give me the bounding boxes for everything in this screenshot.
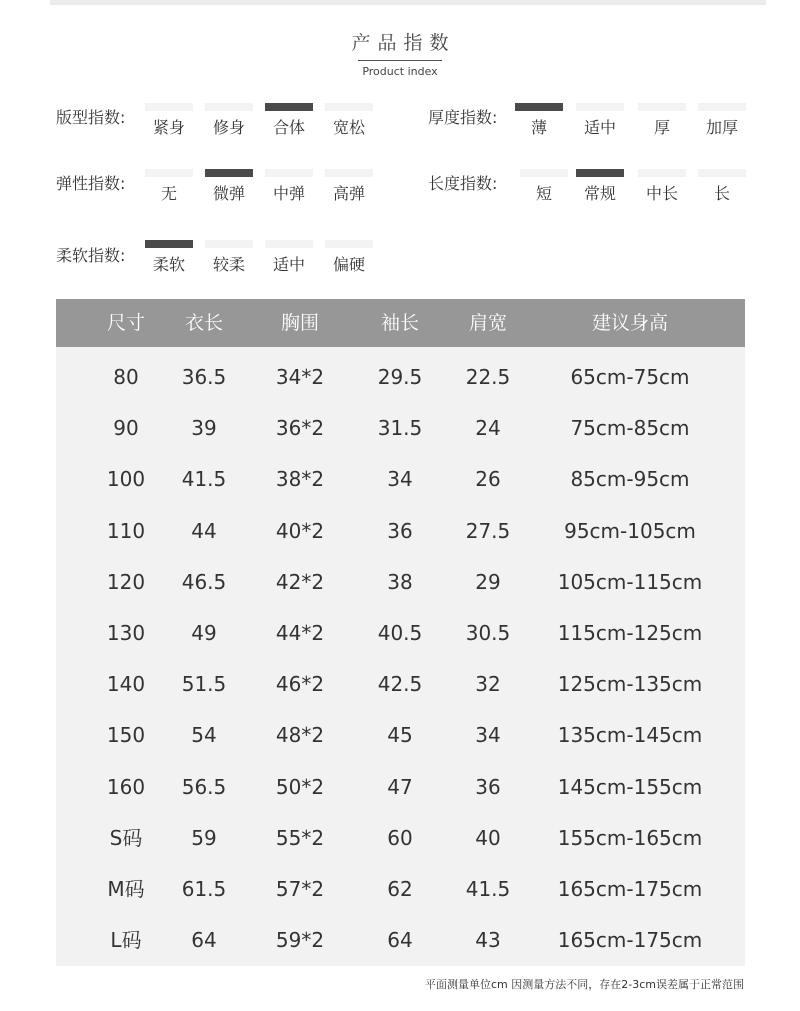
- cell-size: 150: [106, 723, 146, 748]
- cell-length: 39: [191, 416, 217, 441]
- table-row: [56, 762, 745, 813]
- cell-length: 56.5: [181, 774, 227, 799]
- cell-height: 95cm-105cm: [564, 518, 696, 543]
- cell-sleeve: 34: [387, 467, 413, 492]
- cell-chest: 36*2: [275, 416, 325, 441]
- cell-length: 36.5: [181, 365, 227, 389]
- softness-index-label: 柔软指数:: [56, 246, 126, 265]
- softness-option-1: 柔软: [145, 240, 193, 278]
- fit-option-2: 修身: [205, 103, 253, 141]
- elasticity-option-2: 微弹: [205, 169, 253, 207]
- cell-size: 100: [106, 467, 146, 492]
- elasticity-option-3: 中弹: [265, 169, 313, 207]
- cell-length: 49: [191, 621, 217, 645]
- fit-index-label: 版型指数:: [56, 108, 126, 127]
- cell-sleeve: 45: [387, 723, 413, 748]
- header-length: 衣长: [184, 312, 223, 334]
- cell-shoulder: 27.5: [465, 518, 511, 543]
- cell-length: 54: [191, 723, 217, 748]
- thickness-option-3: 厚: [638, 103, 686, 141]
- cell-shoulder: 30.5: [465, 621, 511, 645]
- header-height: 建议身高: [591, 312, 668, 334]
- cell-chest: 42*2: [275, 569, 325, 594]
- size-table: [56, 299, 745, 966]
- cell-sleeve: 38: [387, 569, 413, 594]
- table-row: [56, 454, 745, 505]
- cell-chest: 57*2: [275, 877, 325, 901]
- length-option-4: 长: [698, 169, 746, 207]
- section-heading: [0, 28, 800, 78]
- cell-sleeve: 64: [387, 928, 413, 953]
- cell-sleeve: 29.5: [377, 365, 423, 389]
- thickness-option-1: 薄: [515, 103, 563, 141]
- cell-chest: 34*2: [275, 365, 325, 389]
- cell-height: 165cm-175cm: [557, 928, 703, 953]
- cell-shoulder: 24: [475, 416, 501, 441]
- cell-chest: 38*2: [275, 467, 325, 492]
- cell-height: 75cm-85cm: [570, 416, 690, 441]
- table-row: [56, 506, 745, 557]
- length-index-label: 长度指数:: [428, 174, 498, 193]
- cell-chest: 59*2: [275, 928, 325, 953]
- length-option-3: 中长: [638, 169, 686, 207]
- cell-height: 85cm-95cm: [570, 467, 690, 492]
- thickness-option-2: 适中: [576, 103, 624, 141]
- cell-sleeve: 62: [387, 877, 413, 901]
- cell-chest: 55*2: [275, 825, 325, 850]
- cell-shoulder: 36: [475, 774, 501, 799]
- header-size: 尺寸: [106, 312, 145, 334]
- table-row: [56, 915, 745, 966]
- cell-chest: 44*2: [275, 621, 325, 645]
- elasticity-index-label: 弹性指数:: [56, 174, 126, 193]
- elasticity-option-1: 无: [145, 169, 193, 207]
- cell-chest: 46*2: [275, 672, 325, 697]
- top-divider: [50, 0, 766, 5]
- cell-sleeve: 42.5: [377, 672, 423, 697]
- cell-height: 115cm-125cm: [557, 621, 703, 645]
- cell-length: 61.5: [181, 877, 227, 901]
- table-row: [56, 710, 745, 761]
- cell-sleeve: 60: [387, 825, 413, 850]
- cell-size: 80: [113, 365, 139, 389]
- fit-option-3: 合体: [265, 103, 313, 141]
- section-title: 产品指数: [351, 32, 456, 54]
- cell-chest: 50*2: [275, 774, 325, 799]
- cell-length: 44: [191, 518, 217, 543]
- table-header: [56, 299, 745, 347]
- cell-height: 135cm-145cm: [557, 723, 703, 748]
- cell-shoulder: 22.5: [465, 365, 511, 389]
- cell-height: 145cm-155cm: [557, 774, 703, 799]
- cell-length: 41.5: [181, 467, 227, 492]
- table-row: [56, 557, 745, 608]
- thickness-option-4: 加厚: [698, 103, 746, 141]
- header-shoulder: 肩宽: [468, 312, 507, 334]
- section-subtitle: Product index: [362, 65, 438, 78]
- cell-sleeve: 36: [387, 518, 413, 543]
- cell-shoulder: 43: [475, 928, 501, 953]
- title-underline: [358, 60, 442, 61]
- thickness-index-label: 厚度指数:: [428, 108, 498, 127]
- table-row: [56, 352, 745, 403]
- cell-height: 155cm-165cm: [557, 825, 703, 850]
- cell-shoulder: 26: [475, 467, 501, 492]
- measurement-note: 平面测量单位cm 因测量方法不同，存在2-3cm误差属于正常范围: [425, 978, 744, 991]
- cell-shoulder: 34: [475, 723, 501, 748]
- softness-option-3: 适中: [265, 240, 313, 278]
- length-option-1: 短: [520, 169, 568, 207]
- cell-size: 160: [106, 774, 146, 799]
- cell-shoulder: 29: [475, 569, 501, 594]
- cell-shoulder: 32: [475, 672, 501, 697]
- cell-size: 140: [106, 672, 146, 697]
- header-chest: 胸围: [280, 312, 319, 334]
- elasticity-option-4: 高弹: [325, 169, 373, 207]
- cell-height: 165cm-175cm: [557, 877, 703, 901]
- table-row: [56, 659, 745, 710]
- length-option-2: 常规: [576, 169, 624, 207]
- cell-size: S码: [109, 825, 143, 850]
- header-sleeve: 袖长: [380, 312, 419, 334]
- cell-size: M码: [107, 877, 145, 901]
- cell-length: 59: [191, 825, 217, 850]
- cell-shoulder: 40: [475, 825, 501, 850]
- cell-height: 125cm-135cm: [557, 672, 703, 697]
- cell-length: 64: [191, 928, 217, 953]
- table-row: [56, 864, 745, 915]
- cell-size: 90: [113, 416, 139, 441]
- table-row: [56, 608, 745, 659]
- cell-length: 46.5: [181, 569, 227, 594]
- fit-option-1: 紧身: [145, 103, 193, 141]
- cell-height: 65cm-75cm: [570, 365, 690, 389]
- softness-option-2: 较柔: [205, 240, 253, 278]
- cell-size: 110: [106, 518, 146, 543]
- table-row: [56, 813, 745, 864]
- cell-shoulder: 41.5: [465, 877, 511, 901]
- cell-chest: 48*2: [275, 723, 325, 748]
- cell-sleeve: 31.5: [377, 416, 423, 441]
- softness-option-4: 偏硬: [325, 240, 373, 278]
- fit-option-4: 宽松: [325, 103, 373, 141]
- cell-chest: 40*2: [275, 518, 325, 543]
- cell-size: L码: [110, 928, 142, 953]
- cell-size: 130: [106, 621, 146, 645]
- cell-sleeve: 47: [387, 774, 413, 799]
- table-row: [56, 403, 745, 454]
- cell-size: 120: [106, 569, 146, 594]
- cell-length: 51.5: [181, 672, 227, 697]
- cell-sleeve: 40.5: [377, 621, 423, 645]
- cell-height: 105cm-115cm: [557, 569, 703, 594]
